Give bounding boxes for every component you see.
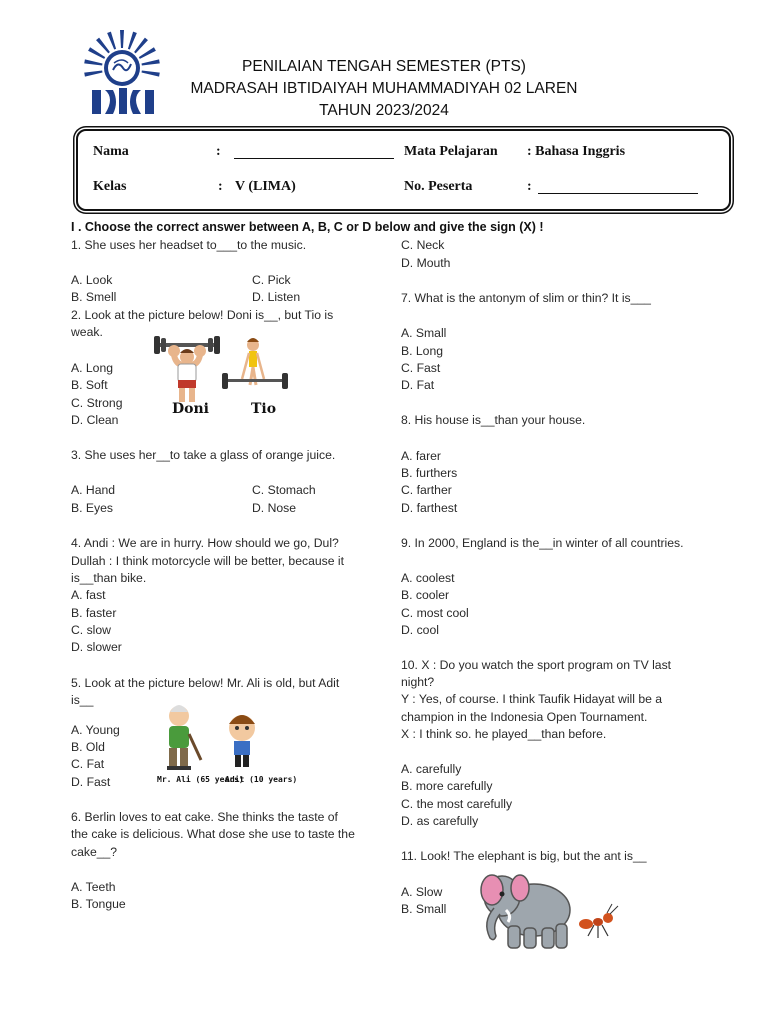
kelas-colon: : bbox=[218, 179, 223, 194]
nama-label: Nama bbox=[93, 144, 129, 159]
q6-option-b[interactable]: B. Tongue bbox=[71, 897, 126, 911]
q5-option-a[interactable]: A. Young bbox=[71, 723, 120, 737]
old-young-illustration bbox=[155, 700, 298, 788]
q10-text-cont-3: champion in the Indonesia Open Tournament. bbox=[401, 710, 648, 724]
mapel-label: Mata Pelajaran bbox=[404, 144, 498, 159]
q10-text-cont-2: Y : Yes, of course. I think Taufik Hidayat will be a bbox=[401, 692, 663, 706]
q9-option-b[interactable]: B. cooler bbox=[401, 588, 450, 602]
academic-year: TAHUN 2023/2024 bbox=[319, 102, 449, 119]
q2-label-tio: Tio bbox=[251, 401, 277, 417]
instruction: I . Choose the correct answer between A, B, C or D below and give the sign (X) ! bbox=[71, 220, 544, 234]
q3-text: 3. She uses her__to take a glass of orange juice. bbox=[71, 448, 336, 462]
elephant-ant-illustration bbox=[476, 868, 628, 956]
kelas-value: V (LIMA) bbox=[235, 179, 296, 194]
q8-text: 8. His house is__than your house. bbox=[401, 413, 586, 427]
q5-text: 5. Look at the picture below! Mr. Ali is old, but Adit bbox=[71, 676, 340, 690]
peserta-label: No. Peserta bbox=[404, 179, 473, 194]
q2-option-b[interactable]: B. Soft bbox=[71, 378, 108, 392]
q2-option-a[interactable]: A. Long bbox=[71, 361, 114, 375]
q5-option-b[interactable]: B. Old bbox=[71, 740, 105, 754]
q3-option-d[interactable]: D. Nose bbox=[252, 501, 297, 515]
q4-text-cont-2: is__than bike. bbox=[71, 571, 147, 585]
q1-option-c[interactable]: C. Pick bbox=[252, 273, 291, 287]
q4-text-cont-1: Dullah : I think motorcycle will be better, because it bbox=[71, 554, 344, 568]
q10-text: 10. X : Do you watch the sport program on TV last bbox=[401, 658, 672, 672]
q10-text-cont-1: night? bbox=[401, 675, 435, 689]
exam-title: PENILAIAN TENGAH SEMESTER (PTS) bbox=[242, 58, 526, 75]
q10-text-cont-4: X : I think so. he played__than before. bbox=[401, 727, 607, 741]
q10-option-a[interactable]: A. carefully bbox=[401, 762, 462, 776]
q5-text-cont: is__ bbox=[71, 693, 94, 707]
q7-option-d[interactable]: D. Fat bbox=[401, 378, 435, 392]
q4-option-a[interactable]: A. fast bbox=[71, 588, 106, 602]
q5-label-mr-ali: Mr. Ali (65 years) bbox=[157, 775, 244, 784]
q8-option-a[interactable]: A. farer bbox=[401, 449, 441, 463]
q3-option-c[interactable]: C. Stomach bbox=[252, 483, 316, 497]
q8-option-d[interactable]: D. farthest bbox=[401, 501, 458, 515]
q9-option-a[interactable]: A. coolest bbox=[401, 571, 455, 585]
school-name: MADRASAH IBTIDAIYAH MUHAMMADIYAH 02 LAREN bbox=[190, 80, 578, 97]
q6-text-cont-1: the cake is delicious. What dose she use to taste the bbox=[71, 827, 355, 841]
q6-text-cont-2: cake__? bbox=[71, 845, 118, 859]
peserta-field[interactable] bbox=[538, 181, 698, 194]
q10-option-b[interactable]: B. more carefully bbox=[401, 779, 493, 793]
q8-option-b[interactable]: B. furthers bbox=[401, 466, 458, 480]
q6-option-d[interactable]: D. Mouth bbox=[401, 256, 451, 270]
q2-text-cont: weak. bbox=[71, 325, 103, 339]
kelas-label: Kelas bbox=[93, 179, 127, 194]
q11-option-b[interactable]: B. Small bbox=[401, 902, 447, 916]
q10-option-d[interactable]: D. as carefully bbox=[401, 814, 479, 828]
q5-option-d[interactable]: D. Fast bbox=[71, 775, 111, 789]
q1-option-d[interactable]: D. Listen bbox=[252, 290, 301, 304]
q7-option-b[interactable]: B. Long bbox=[401, 344, 444, 358]
q4-option-b[interactable]: B. faster bbox=[71, 606, 117, 620]
q2-label-doni: Doni bbox=[172, 401, 209, 417]
q11-option-a[interactable]: A. Slow bbox=[401, 885, 443, 899]
q2-text: 2. Look at the picture below! Doni is__, but Tio is bbox=[71, 308, 334, 322]
q1-text: 1. She uses her headset to___to the music. bbox=[71, 238, 307, 252]
q3-option-a[interactable]: A. Hand bbox=[71, 483, 116, 497]
q4-text: 4. Andi : We are in hurry. How should we go, Dul? bbox=[71, 536, 339, 550]
q2-option-d[interactable]: D. Clean bbox=[71, 413, 119, 427]
q7-option-c[interactable]: C. Fast bbox=[401, 361, 441, 375]
student-info-box bbox=[76, 129, 731, 211]
q10-option-c[interactable]: C. the most carefully bbox=[401, 797, 513, 811]
q1-option-b[interactable]: B. Smell bbox=[71, 290, 117, 304]
q9-option-d[interactable]: D. cool bbox=[401, 623, 439, 637]
q9-text: 9. In 2000, England is the__in winter of all countries. bbox=[401, 536, 684, 550]
q11-text: 11. Look! The elephant is big, but the ant is__ bbox=[401, 849, 647, 863]
q7-text: 7. What is the antonym of slim or thin? It is___ bbox=[401, 291, 651, 305]
q8-option-c[interactable]: C. farther bbox=[401, 483, 452, 497]
q5-option-c[interactable]: C. Fat bbox=[71, 757, 105, 771]
nama-field[interactable] bbox=[234, 146, 394, 159]
q3-option-b[interactable]: B. Eyes bbox=[71, 501, 113, 515]
q9-option-c[interactable]: C. most cool bbox=[401, 606, 469, 620]
q1-option-a[interactable]: A. Look bbox=[71, 273, 113, 287]
q4-option-c[interactable]: C. slow bbox=[71, 623, 111, 637]
q4-option-d[interactable]: D. slower bbox=[71, 640, 122, 654]
q2-option-c[interactable]: C. Strong bbox=[71, 396, 123, 410]
q7-option-a[interactable]: A. Small bbox=[401, 326, 447, 340]
q5-label-adit: Adit (10 years) bbox=[225, 775, 298, 784]
q6-option-c[interactable]: C. Neck bbox=[401, 238, 445, 252]
strong-weak-illustration bbox=[152, 333, 292, 419]
nama-colon: : bbox=[216, 144, 221, 159]
mapel-value: : Bahasa Inggris bbox=[527, 144, 626, 159]
q6-text: 6. Berlin loves to eat cake. She thinks the taste of bbox=[71, 810, 338, 824]
peserta-colon: : bbox=[527, 179, 532, 194]
q6-option-a[interactable]: A. Teeth bbox=[71, 880, 116, 894]
